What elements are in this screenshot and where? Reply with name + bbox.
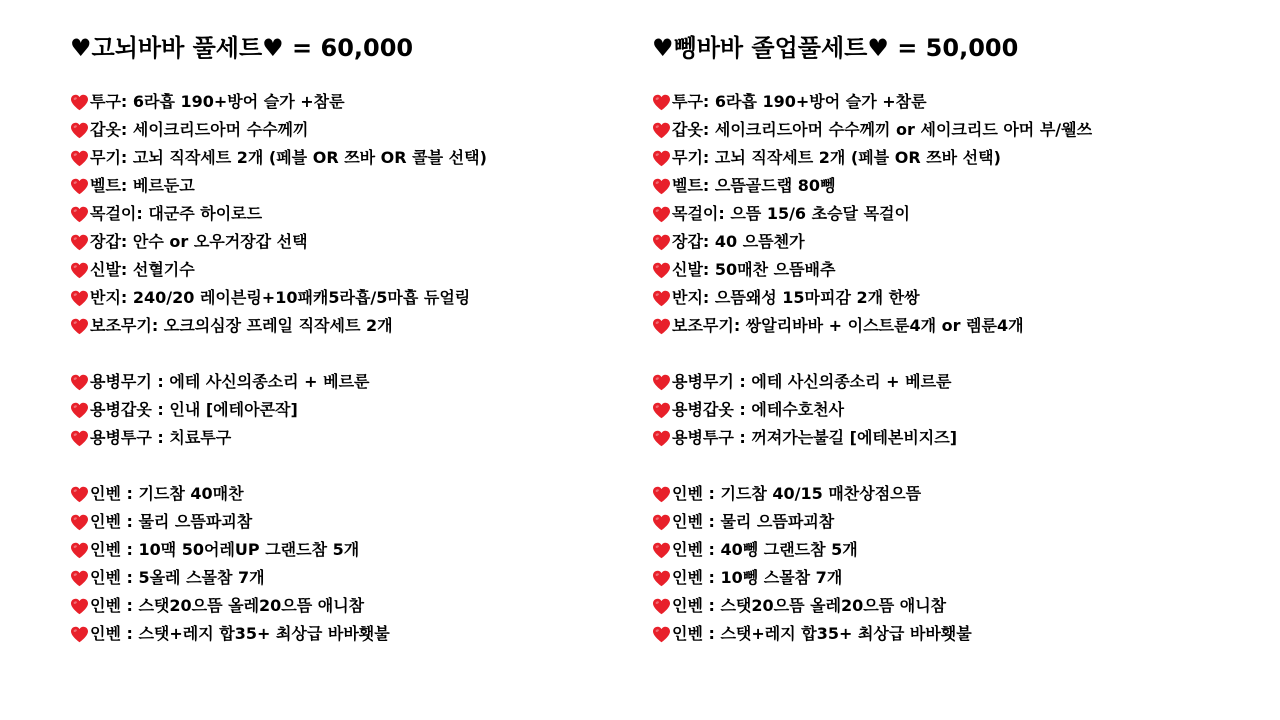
list-item-text: 용병무기 : 에테 사신의종소리 + 베르룬 [672, 372, 952, 391]
list-item [70, 172, 630, 200]
red-heart-icon [70, 122, 89, 139]
list-item-text: 장갑: 40 으뜸첸가 [672, 232, 805, 251]
list-item-text: 인벤 : 5올레 스몰참 7개 [90, 568, 265, 587]
list-item-text: 반지: 240/20 레이븐링+10패캐5라흡/5마흡 듀얼링 [90, 288, 471, 307]
list-item-text: 투구: 6라흡 190+방어 슬가 +참룬 [672, 92, 927, 111]
list-item [70, 312, 630, 340]
list-item [70, 536, 630, 564]
red-heart-icon [70, 178, 89, 195]
red-heart-icon [652, 402, 671, 419]
red-heart-icon [652, 94, 671, 111]
list-item [70, 620, 630, 648]
list-item-text: 인벤 : 스탯+레지 합35+ 최상급 바바횃불 [672, 624, 972, 643]
list-item-text: 벨트: 으뜸골드랩 80뼁 [672, 176, 836, 195]
list-item [70, 396, 630, 424]
list-item-text: 목걸이: 으뜸 15/6 초승달 목걸이 [672, 204, 910, 223]
list-item-text: 용병무기 : 에테 사신의종소리 + 베르룬 [90, 372, 370, 391]
list-item-text: 인벤 : 40뼁 그랜드참 5개 [672, 540, 858, 559]
red-heart-icon [652, 486, 671, 503]
red-heart-icon [70, 262, 89, 279]
right-set-column [652, 30, 1252, 648]
list-item [70, 592, 630, 620]
item-group [70, 480, 630, 648]
list-item-text: 인벤 : 스탯20으뜸 올레20으뜸 애니참 [90, 596, 365, 615]
list-item [652, 284, 1252, 312]
item-group [652, 368, 1252, 452]
red-heart-icon [652, 626, 671, 643]
list-item-text: 용병투구 : 꺼져가는불길 [에테본비지즈] [672, 428, 958, 447]
list-item-text: 인벤 : 10뼁 스몰참 7개 [672, 568, 843, 587]
list-item [70, 480, 630, 508]
list-item [652, 396, 1252, 424]
list-item-text: 투구: 6라흡 190+방어 슬가 +참룬 [90, 92, 345, 111]
list-item [652, 508, 1252, 536]
red-heart-icon [70, 598, 89, 615]
list-item-text: 무기: 고뇌 직작세트 2개 (페블 OR 쯔바 선택) [672, 148, 1001, 167]
red-heart-icon [652, 374, 671, 391]
list-item [70, 424, 630, 452]
red-heart-icon [652, 122, 671, 139]
red-heart-icon [70, 234, 89, 251]
list-item [652, 256, 1252, 284]
list-item [70, 144, 630, 172]
red-heart-icon [652, 206, 671, 223]
list-item-text: 보조무기: 쌍알리바바 + 이스트룬4개 or 렘룬4개 [672, 316, 1024, 335]
list-item-text: 인벤 : 10맥 50어레UP 그랜드참 5개 [90, 540, 360, 559]
red-heart-icon [70, 514, 89, 531]
list-item [652, 312, 1252, 340]
red-heart-icon [652, 598, 671, 615]
list-item [652, 592, 1252, 620]
red-heart-icon [652, 290, 671, 307]
list-item [652, 620, 1252, 648]
list-item [652, 536, 1252, 564]
list-item [70, 228, 630, 256]
red-heart-icon [70, 430, 89, 447]
item-group [652, 88, 1252, 340]
list-item [652, 116, 1252, 144]
list-item-text: 장갑: 안수 or 오우거장갑 선택 [90, 232, 308, 251]
red-heart-icon [652, 542, 671, 559]
list-item-text: 벨트: 베르둔고 [90, 176, 195, 195]
red-heart-icon [70, 206, 89, 223]
list-item-text: 목걸이: 대군주 하이로드 [90, 204, 263, 223]
red-heart-icon [70, 486, 89, 503]
list-item [70, 200, 630, 228]
list-item [70, 368, 630, 396]
item-groups [70, 88, 630, 648]
list-item-text: 갑옷: 세이크리드아머 수수께끼 or 세이크리드 아머 부/웰쓰 [672, 120, 1093, 139]
list-item-text: 인벤 : 기드참 40/15 매찬상점으뜸 [672, 484, 922, 503]
list-item-text: 용병갑옷 : 에테수호천사 [672, 400, 845, 419]
red-heart-icon [652, 234, 671, 251]
list-item [652, 564, 1252, 592]
red-heart-icon [70, 626, 89, 643]
list-item [70, 116, 630, 144]
list-item-text: 용병투구 : 치료투구 [90, 428, 232, 447]
list-item-text: 인벤 : 기드참 40매찬 [90, 484, 244, 503]
red-heart-icon [70, 402, 89, 419]
list-item-text: 갑옷: 세이크리드아머 수수께끼 [90, 120, 309, 139]
list-item-text: 신발: 50매찬 으뜸배추 [672, 260, 836, 279]
red-heart-icon [70, 150, 89, 167]
list-item [652, 172, 1252, 200]
set-title: ♥뼁바바 졸업풀세트♥ = 50,000 [652, 34, 1019, 62]
item-group [652, 480, 1252, 648]
list-item-text: 무기: 고뇌 직작세트 2개 (페블 OR 쯔바 OR 콜블 선택) [90, 148, 487, 167]
list-item-text: 반지: 으뜸왜성 15마피감 2개 한쌍 [672, 288, 920, 307]
list-item-text: 인벤 : 스탯20으뜸 올레20으뜸 애니참 [672, 596, 947, 615]
list-item-text: 인벤 : 물리 으뜸파괴참 [672, 512, 835, 531]
list-item-text: 보조무기: 오크의심장 프레일 직작세트 2개 [90, 316, 393, 335]
list-item [652, 228, 1252, 256]
red-heart-icon [652, 570, 671, 587]
list-item-text: 인벤 : 물리 으뜸파괴참 [90, 512, 253, 531]
red-heart-icon [652, 514, 671, 531]
red-heart-icon [652, 178, 671, 195]
list-item [652, 424, 1252, 452]
list-item-text: 용병갑옷 : 인내 [에테아콘작] [90, 400, 298, 419]
red-heart-icon [70, 374, 89, 391]
list-item [652, 480, 1252, 508]
red-heart-icon [652, 150, 671, 167]
list-item-text: 신발: 선혈기수 [90, 260, 195, 279]
list-item [70, 256, 630, 284]
list-item [70, 564, 630, 592]
set-title: ♥고뇌바바 풀세트♥ = 60,000 [70, 34, 414, 62]
item-group [70, 88, 630, 340]
left-set-column [70, 30, 630, 648]
red-heart-icon [652, 318, 671, 335]
red-heart-icon [70, 542, 89, 559]
list-item [70, 88, 630, 116]
red-heart-icon [70, 94, 89, 111]
list-item [70, 284, 630, 312]
red-heart-icon [70, 570, 89, 587]
list-item [652, 144, 1252, 172]
red-heart-icon [70, 318, 89, 335]
red-heart-icon [70, 290, 89, 307]
list-item [652, 88, 1252, 116]
item-group [70, 368, 630, 452]
list-item [70, 508, 630, 536]
list-item-text: 인벤 : 스탯+레지 합35+ 최상급 바바횃불 [90, 624, 390, 643]
list-item [652, 368, 1252, 396]
list-item [652, 200, 1252, 228]
item-groups [652, 88, 1252, 648]
red-heart-icon [652, 430, 671, 447]
red-heart-icon [652, 262, 671, 279]
